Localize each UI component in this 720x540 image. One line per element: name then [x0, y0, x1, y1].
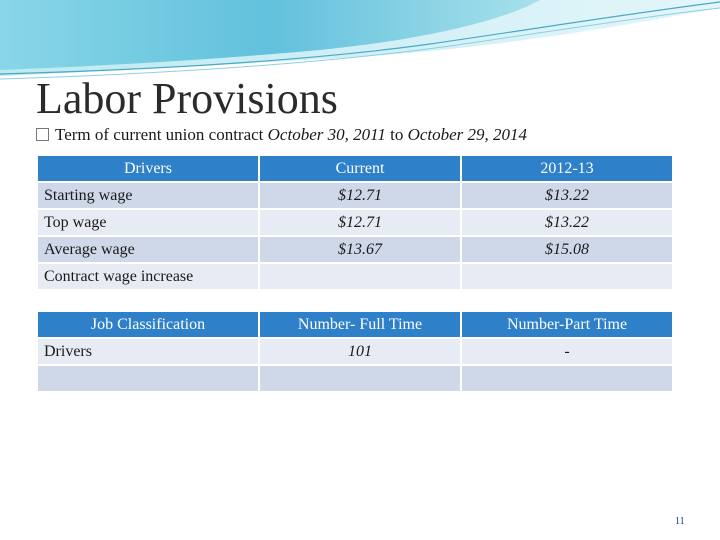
table-row [38, 210, 672, 235]
part-time-count [462, 366, 672, 391]
table-row [38, 366, 672, 391]
row-label: Top wage [38, 210, 258, 235]
contract-term-bullet [36, 124, 527, 146]
part-time-count: - [462, 339, 672, 364]
full-time-count: 101 [260, 339, 460, 364]
wage-table-header [38, 156, 672, 181]
header-job-classification: Job Classification [38, 312, 258, 337]
next-value: $13.22 [462, 183, 672, 208]
table-row [38, 183, 672, 208]
staff-table [36, 310, 674, 393]
row-label: Contract wage increase [38, 264, 258, 289]
page-number: 11 [675, 516, 685, 527]
current-value: $12.71 [260, 183, 460, 208]
next-value: $15.08 [462, 237, 672, 262]
table-row [38, 237, 672, 262]
table-row [38, 339, 672, 364]
contract-term-connector: to [385, 125, 408, 144]
row-label [38, 366, 258, 391]
staff-table-header [38, 312, 672, 337]
row-label: Starting wage [38, 183, 258, 208]
contract-start-date: October 30, 2011 [267, 125, 386, 144]
header-2012-13: 2012-13 [462, 156, 672, 181]
header-number-full-time: Number- Full Time [260, 312, 460, 337]
header-current: Current [260, 156, 460, 181]
current-value [260, 264, 460, 289]
bullet-icon [36, 128, 49, 141]
full-time-count [260, 366, 460, 391]
current-value: $12.71 [260, 210, 460, 235]
header-number-part-time: Number-Part Time [462, 312, 672, 337]
current-value: $13.67 [260, 237, 460, 262]
header-drivers: Drivers [38, 156, 258, 181]
row-label: Average wage [38, 237, 258, 262]
contract-term-text: Term of current union contract [55, 125, 268, 144]
next-value: $13.22 [462, 210, 672, 235]
next-value [462, 264, 672, 289]
contract-end-date: October 29, 2014 [407, 125, 528, 144]
table-row [38, 264, 672, 289]
row-label: Drivers [38, 339, 258, 364]
wage-table [36, 154, 674, 291]
slide-title: Labor Provisions [36, 74, 338, 123]
